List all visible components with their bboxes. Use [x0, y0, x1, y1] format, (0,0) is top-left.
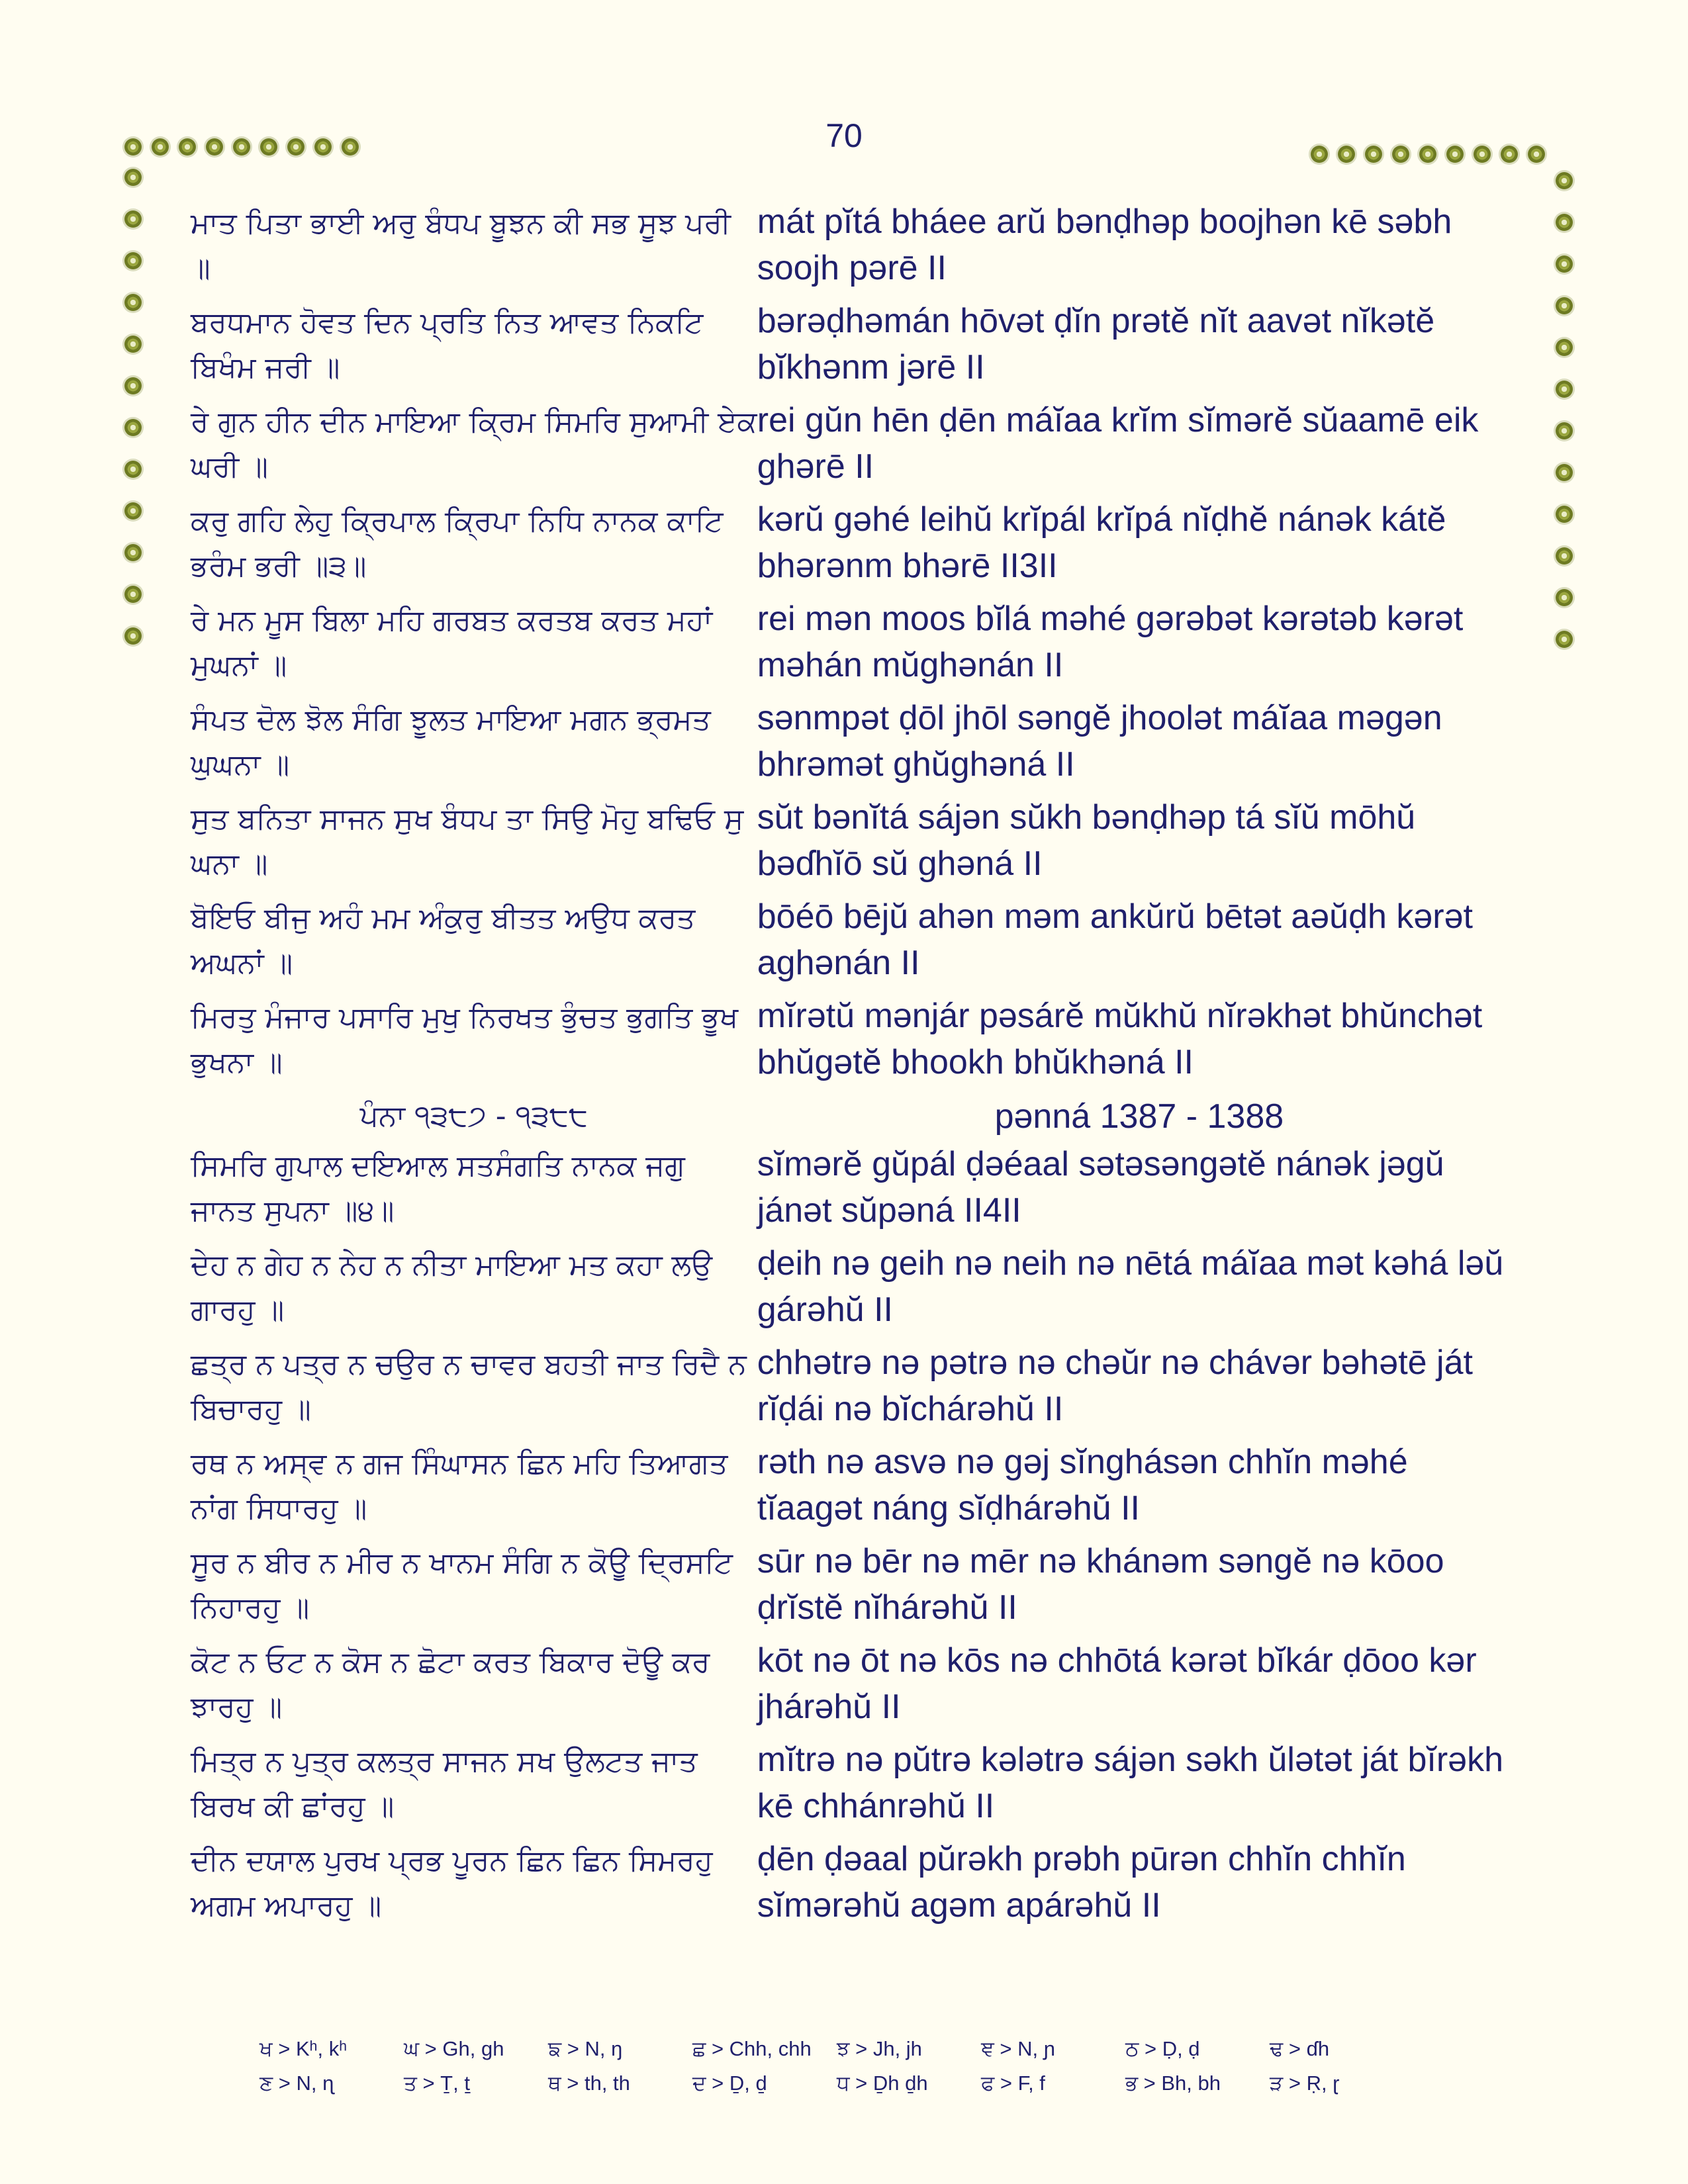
verse-gurmukhi: ਦੇਹ ਨ ਗੇਹ ਨ ਨੇਹ ਨ ਨੀਤਾ ਮਾਇਆ ਮਤ ਕਹਾ ਲਉ ਗਾਰਹੁ ॥	[191, 1248, 713, 1327]
legend-item: ਣ > N, ɳ	[259, 2071, 334, 2095]
flower-ornament-icon	[124, 502, 142, 520]
flower-ornament-icon	[1556, 547, 1573, 565]
legend-item: ਙ > N, ŋ	[548, 2037, 623, 2060]
flower-ornament-icon	[342, 138, 359, 156]
flower-ornament-icon	[1446, 146, 1464, 163]
verse-row	[191, 695, 1521, 794]
flower-ornament-icon	[233, 138, 250, 156]
flower-ornament-icon	[124, 377, 142, 394]
verse-row	[191, 1737, 1521, 1836]
page-range-gurmukhi: ਪੰਨਾ ੧੩੮੭ - ੧੩੮੮	[359, 1099, 588, 1133]
verse-gurmukhi: ਕੋਟ ਨ ਓਟ ਨ ਕੋਸ ਨ ਛੋਟਾ ਕਰਤ ਬਿਕਾਰ ਦੋਊ ਕਰ ਝਾਰਹੁ ॥	[191, 1645, 710, 1724]
verse-row	[191, 1141, 1521, 1240]
verse-table	[191, 199, 1521, 1935]
flower-ornament-icon	[124, 336, 142, 353]
verse-gurmukhi: ਰਥ ਨ ਅਸ੍ਵ ਨ ਗਜ ਸਿੰਘਾਸਨ ਛਿਨ ਮਹਿ ਤਿਆਗਤ ਨਾਂਗ ਸਿਧਾਰਹੁ ॥	[191, 1447, 728, 1525]
verse-transliteration: chhətrə nə pətrə nə chəŭr nə chávər bəhətē ját rĭḍái nə bĭchárəhŭ II	[757, 1343, 1473, 1428]
flower-ornament-icon	[124, 294, 142, 311]
flower-ornament-icon	[124, 586, 142, 603]
flower-ornament-icon	[206, 138, 223, 156]
flower-ornament-icon	[1311, 146, 1328, 163]
verse-transliteration: mát pĭtá bháee arŭ bənḍhəp boojhən kē səbh soojh pərē II	[757, 203, 1452, 287]
legend-item: ਦ > Ḏ, ḏ	[692, 2071, 767, 2095]
flower-ornament-icon	[124, 461, 142, 478]
legend-item: ਞ > N, ɲ	[981, 2037, 1055, 2060]
verse-gurmukhi: ਮਿਰਤੁ ਮੰਜਾਰ ਪਸਾਰਿ ਮੁਖੁ ਨਿਰਖਤ ਭੁੰਚਤ ਭੁਗਤਿ ਭੂਖ ਭੁਖਨਾ ॥	[191, 1001, 739, 1079]
verse-transliteration: kərŭ gəhé leihŭ krĭpál krĭpá nĭḍhĕ nánək kátĕ bhərənm bhərē II3II	[757, 500, 1446, 585]
verse-gurmukhi: ਦੀਨ ਦਯਾਲ ਪੁਰਖ ਪ੍ਰਭ ਪੂਰਨ ਛਿਨ ਛਿਨ ਸਿਮਰਹੁ ਅਗਮ ਅਪਾਰਹੁ ॥	[191, 1844, 713, 1923]
verse-gurmukhi: ਮਾਤ ਪਿਤਾ ਭਾਈ ਅਰੁ ਬੰਧਪ ਬੂਝਨ ਕੀ ਸਭ ਸੂਝ ਪਰੀ ॥	[191, 206, 731, 285]
flower-ornament-icon	[1528, 146, 1545, 163]
verse-row	[191, 993, 1521, 1092]
legend-item: ਫ > F, f	[981, 2071, 1045, 2095]
transliteration-legend	[259, 2037, 1425, 2106]
verse-row	[191, 596, 1521, 695]
verse-gurmukhi: ਕਰੁ ਗਹਿ ਲੇਹੁ ਕ੍ਰਿਪਾਲ ਕ੍ਰਿਪਾ ਨਿਧਿ ਨਾਨਕ ਕਾਟਿ ਭਰੰਮ ਭਰੀ ॥੩॥	[191, 504, 724, 583]
flower-ornament-icon	[124, 210, 142, 228]
verse-transliteration: sŭt bənĭtá sájən sŭkh bənḍhəp tá sĭŭ mōhŭ bəɗhĭō sŭ ghəná II	[757, 798, 1416, 883]
flower-ornament-icon	[314, 138, 332, 156]
verse-row	[191, 1340, 1521, 1439]
flower-ornament-icon	[124, 138, 142, 156]
verse-transliteration: ḍēn ḍəaal pŭrəkh prəbh pūrən chhĭn chhĭn sĭmərəhŭ agəm apárəhŭ II	[757, 1840, 1406, 1925]
legend-item: ਘ > Gh, gh	[404, 2037, 504, 2060]
flower-ornament-icon	[1419, 146, 1436, 163]
flower-ornament-icon	[1556, 631, 1573, 648]
verse-gurmukhi: ਰੇ ਗੁਨ ਹੀਨ ਦੀਨ ਮਾਇਆ ਕ੍ਰਿਮ ਸਿਮਰਿ ਸੁਆਮੀ ਏਕ ਘਰੀ ॥	[191, 405, 757, 484]
flower-ornament-icon	[1556, 506, 1573, 523]
page-number: 70	[825, 117, 863, 154]
legend-item: ਖ > Kʰ, kʰ	[259, 2037, 348, 2060]
flower-ornament-icon	[1501, 146, 1518, 163]
verse-gurmukhi: ਸੰਪਤ ਦੋਲ ਝੋਲ ਸੰਗਿ ਝੂਲਤ ਮਾਇਆ ਮਗਨ ਭ੍ਰਮਤ ਘੁਘਨਾ ॥	[191, 703, 711, 782]
page-range-translit: pənná 1387 - 1388	[994, 1097, 1284, 1136]
flower-ornament-icon	[1556, 589, 1573, 606]
verse-transliteration: sənmpət ḍōl jhōl səngĕ jhoolət máĭaa məgən bhrəmət ghŭghəná II	[757, 699, 1442, 784]
verse-gurmukhi: ਸੁਤ ਬਨਿਤਾ ਸਾਜਨ ਸੁਖ ਬੰਧਪ ਤਾ ਸਿਉ ਮੋਹੁ ਬਢਿਓ ਸੁ ਘਨਾ ॥	[191, 802, 744, 881]
flower-ornament-icon	[1392, 146, 1409, 163]
flower-ornament-icon	[124, 419, 142, 436]
verse-transliteration: sūr nə bēr nə mēr nə khánəm səngĕ nə kōoo ḍrĭstĕ nĭhárəhŭ II	[757, 1542, 1444, 1627]
verse-transliteration: sĭmərĕ gŭpál ḍəéaal sətəsəngətĕ nánək jəgŭ jánət sŭpəná II4II	[757, 1145, 1444, 1230]
legend-item: ਭ > Bh, bh	[1125, 2071, 1221, 2095]
flower-ornament-icon	[1556, 339, 1573, 356]
verse-transliteration: bərəḍhəmán hōvət ḍĭn prətĕ nĭt aavət nĭkətĕ bĭkhənm jərē II	[757, 302, 1435, 387]
verse-transliteration: kōt nə ōt nə kōs nə chhōtá kərət bĭkár ḍōoo kər jhárəhŭ II	[757, 1641, 1477, 1726]
legend-item: ਤ > Ṯ, ṯ	[404, 2071, 470, 2095]
legend-item: ਢ > ɗh	[1270, 2037, 1330, 2060]
flower-ornament-icon	[1556, 214, 1573, 231]
flower-ornament-icon	[179, 138, 196, 156]
verse-gurmukhi: ਰੇ ਮਨ ਮੂਸ ਬਿਲਾ ਮਹਿ ਗਰਬਤ ਕਰਤਬ ਕਰਤ ਮਹਾਂ ਮੁਘਨਾਂ ॥	[191, 604, 713, 682]
legend-item: ਛ > Chh, chh	[692, 2037, 812, 2060]
verse-row	[191, 1637, 1521, 1737]
verse-row	[191, 1439, 1521, 1538]
verse-row	[191, 496, 1521, 596]
legend-item: ਠ > Ḍ, ḍ	[1125, 2037, 1200, 2060]
flower-ornament-icon	[1556, 255, 1573, 273]
verse-transliteration: ḍeih nə geih nə neih nə nētá máĭaa mət kəhá ləŭ gárəhŭ II	[757, 1244, 1504, 1329]
flower-ornament-icon	[1556, 172, 1573, 189]
flower-ornament-icon	[1338, 146, 1355, 163]
flower-ornament-icon	[287, 138, 305, 156]
verse-transliteration: bōéō bējŭ ahən məm ankŭrŭ bētət aəŭḍh kərət aghənán II	[757, 897, 1473, 982]
legend-item: ੜ > Ṛ, ɽ	[1270, 2071, 1340, 2095]
legend-item: ਥ > th, th	[548, 2071, 630, 2095]
flower-ornament-icon	[1474, 146, 1491, 163]
legend-item: ਧ > Ḏh ḏh	[837, 2071, 928, 2095]
verse-row	[191, 794, 1521, 893]
verse-row	[191, 199, 1521, 298]
verse-gurmukhi: ਬਰਧਮਾਨ ਹੋਵਤ ਦਿਨ ਪ੍ਰਤਿ ਨਿਤ ਆਵਤ ਨਿਕਟਿ ਬਿਖੰਮ ਜਰੀ ॥	[191, 306, 704, 385]
verse-gurmukhi: ਬੋਇਓ ਬੀਜੁ ਅਹੰ ਮਮ ਅੰਕੁਰੁ ਬੀਤਤ ਅਉਧ ਕਰਤ ਅਘਨਾਂ ॥	[191, 901, 696, 980]
flower-ornament-icon	[260, 138, 277, 156]
verse-transliteration: mĭtrə nə pŭtrə kələtrə sájən səkh ŭlətət ját bĭrəkh kē chhánrəhŭ II	[757, 1741, 1504, 1825]
flower-ornament-icon	[1556, 297, 1573, 314]
verse-transliteration: rei mən moos bĭlá məhé gərəbət kərətəb kərət məhán mŭghənán II	[757, 600, 1464, 684]
flower-ornament-icon	[1556, 381, 1573, 398]
verse-row	[191, 397, 1521, 496]
flower-ornament-icon	[152, 138, 169, 156]
flower-ornament-icon	[124, 169, 142, 186]
verse-row	[191, 298, 1521, 397]
verse-transliteration: rei gŭn hēn ḍēn máĭaa krĭm sĭmərĕ sŭaamē eik ghərē II	[757, 401, 1479, 486]
verse-gurmukhi: ਸੂਰ ਨ ਬੀਰ ਨ ਮੀਰ ਨ ਖਾਨਮ ਸੰਗਿ ਨ ਕੋਊ ਦ੍ਰਿਸਟਿ ਨਿਹਾਰਹੁ ॥	[191, 1546, 733, 1625]
verse-row	[191, 1836, 1521, 1935]
verse-gurmukhi: ਮਿਤ੍ਰ ਨ ਪੁਤ੍ਰ ਕਲਤ੍ਰ ਸਾਜਨ ਸਖ ਉਲਟਤ ਜਾਤ ਬਿਰਖ ਕੀ ਛਾਂਰਹੁ ॥	[191, 1745, 698, 1823]
verse-gurmukhi: ਸਿਮਰਿ ਗੁਪਾਲ ਦਇਆਲ ਸਤਸੰਗਤਿ ਨਾਨਕ ਜਗੁ ਜਾਨਤ ਸੁਪਨਾ ॥੪॥	[191, 1149, 685, 1228]
flower-ornament-icon	[124, 627, 142, 645]
verse-gurmukhi: ਛਤ੍ਰ ਨ ਪਤ੍ਰ ਨ ਚਉਰ ਨ ਚਾਵਰ ਬਹਤੀ ਜਾਤ ਰਿਦੈ ਨ ਬਿਚਾਰਹੁ ॥	[191, 1347, 747, 1426]
verse-row	[191, 1538, 1521, 1637]
flower-ornament-icon	[1556, 464, 1573, 481]
verse-row	[191, 1240, 1521, 1340]
legend-item: ਝ > Jh, jh	[837, 2037, 922, 2060]
flower-ornament-icon	[1365, 146, 1382, 163]
flower-ornament-icon	[1556, 422, 1573, 439]
flower-ornament-icon	[124, 252, 142, 269]
verse-row	[191, 893, 1521, 993]
page-range-row	[191, 1092, 1521, 1141]
verse-transliteration: mĭrətŭ mənjár pəsárĕ mŭkhŭ nĭrəkhət bhŭnchət bhŭgətĕ bhookh bhŭkhəná II	[757, 997, 1483, 1081]
verse-transliteration: rəth nə asvə nə gəj sĭnghásən chhĭn məhé tĭaagət náng sĭḍhárəhŭ II	[757, 1443, 1408, 1527]
flower-ornament-icon	[124, 544, 142, 561]
